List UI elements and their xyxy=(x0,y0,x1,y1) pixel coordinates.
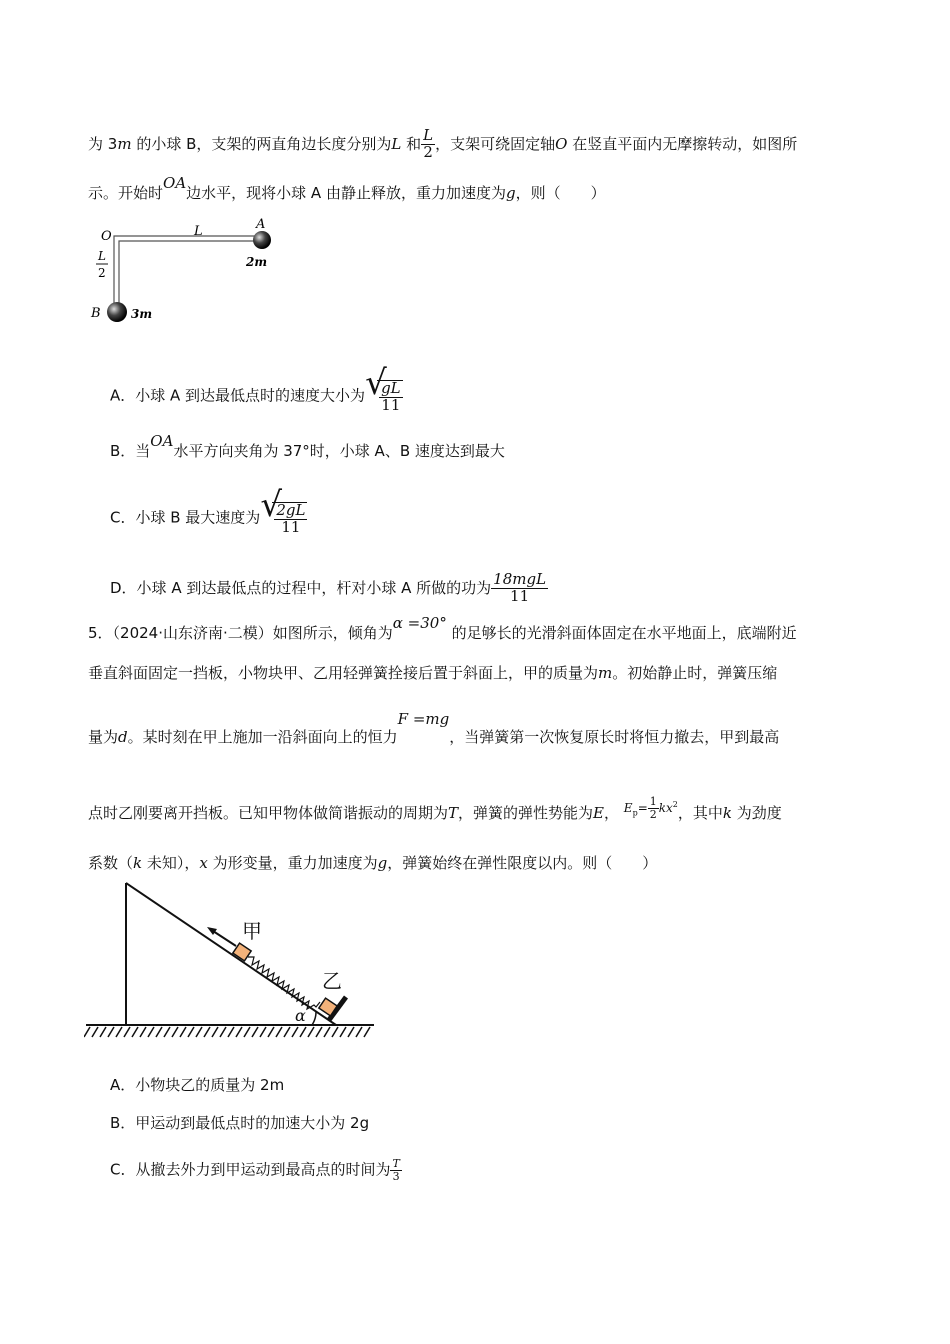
q5-line-4: 点时乙刚要离开挡板。已知甲物体做简谐振动的周期为T，弹簧的弹性势能为E， $^{E_p= \frac{1}{2} kx^2}$，其中k 为劲度 xyxy=(88,795,782,822)
label-yi: 乙 xyxy=(322,969,342,993)
q4-option-d: D．小球 A 到达最低点的过程中，杆对小球 A 所做的功为 $\frac{\text{18mgL}}{11}$ xyxy=(110,570,547,605)
q5-option-a: A．小物块乙的质量为 2m xyxy=(110,1076,285,1094)
q5-option-c: C．从撤去外力到甲运动到最高点的时间为 $\frac{T}{3}$ xyxy=(110,1157,400,1183)
label-B: B xyxy=(91,306,101,321)
fraction-T-over-3: $\frac{T}{3}$ xyxy=(392,1157,400,1183)
spring xyxy=(248,957,320,1009)
q5-incline-figure xyxy=(84,880,384,1040)
sqrt-gL-11: √ $\frac{gL}{11}$ xyxy=(365,363,401,414)
q4-option-a: A．小球 A 到达最低点时的速度大小为 √ $\frac{gL}{11}$ xyxy=(110,363,401,414)
q5-line-5: 系数（k 未知），x 为形变量，重力加速度为g，弹簧始终在弹性限度以内。则（ ） xyxy=(88,854,658,872)
ep-formula: Ep= 1 2 kx2 xyxy=(623,795,678,821)
q4-option-b: B．当OA水平方向夹角为 37°时，小球 A、B 速度达到最大 xyxy=(110,432,505,460)
label-half-den: 2 xyxy=(98,266,106,280)
ball-A xyxy=(253,231,271,249)
label-half-num: L xyxy=(98,249,106,263)
label-2m: 2m xyxy=(246,255,268,269)
label-O: O xyxy=(101,229,112,244)
q5-line-2: 垂直斜面固定一挡板，小物块甲、乙用轻弹簧拴接后置于斜面上，甲的质量为m。初始静止时，弹簧压缩 xyxy=(88,664,778,682)
q5-option-b: B．甲运动到最低点时的加速大小为 2g xyxy=(110,1114,370,1132)
q5-line-3: 量为d。某时刻在甲上施加一沿斜面向上的恒力F =mg，当弹簧第一次恢复原长时将恒力撤去，甲到最高 xyxy=(88,710,780,746)
label-A: A xyxy=(256,217,266,232)
label-alpha: α xyxy=(295,1006,306,1025)
ball-B xyxy=(107,302,127,322)
q4-line-2: 示。开始时OA边水平，现将小球 A 由静止释放，重力加速度为g，则（ ） xyxy=(88,174,606,202)
q4-bracket-figure xyxy=(86,214,286,326)
q4-option-c: C．小球 B 最大速度为 √ $\frac{2gL}{11}$ xyxy=(110,485,306,536)
fraction-18mgL-11: $\frac{\text{18mgL}}{11}$ xyxy=(493,570,547,605)
ground-hatching xyxy=(84,1027,370,1037)
q4-line-1: 为 3m 的小球 B，支架的两直角边长度分别为L 和 $\frac{L}{2}$ ，支架可绕固定轴O 在竖直平面内无摩擦转动，如图所 xyxy=(88,126,798,161)
label-3m: 3m xyxy=(131,307,153,321)
fraction-L-over-2: $\frac{L}{2}$ xyxy=(423,126,434,161)
sqrt-2gL-11: √ $\frac{2gL}{11}$ xyxy=(260,485,306,536)
label-L: L xyxy=(194,224,203,239)
label-jia: 甲 xyxy=(242,919,262,943)
q5-line-1: 5．（2024·山东济南·二模）如图所示，倾角为α =30° 的足够长的光滑斜面体固定在水平地面上，底端附近 xyxy=(88,614,797,642)
